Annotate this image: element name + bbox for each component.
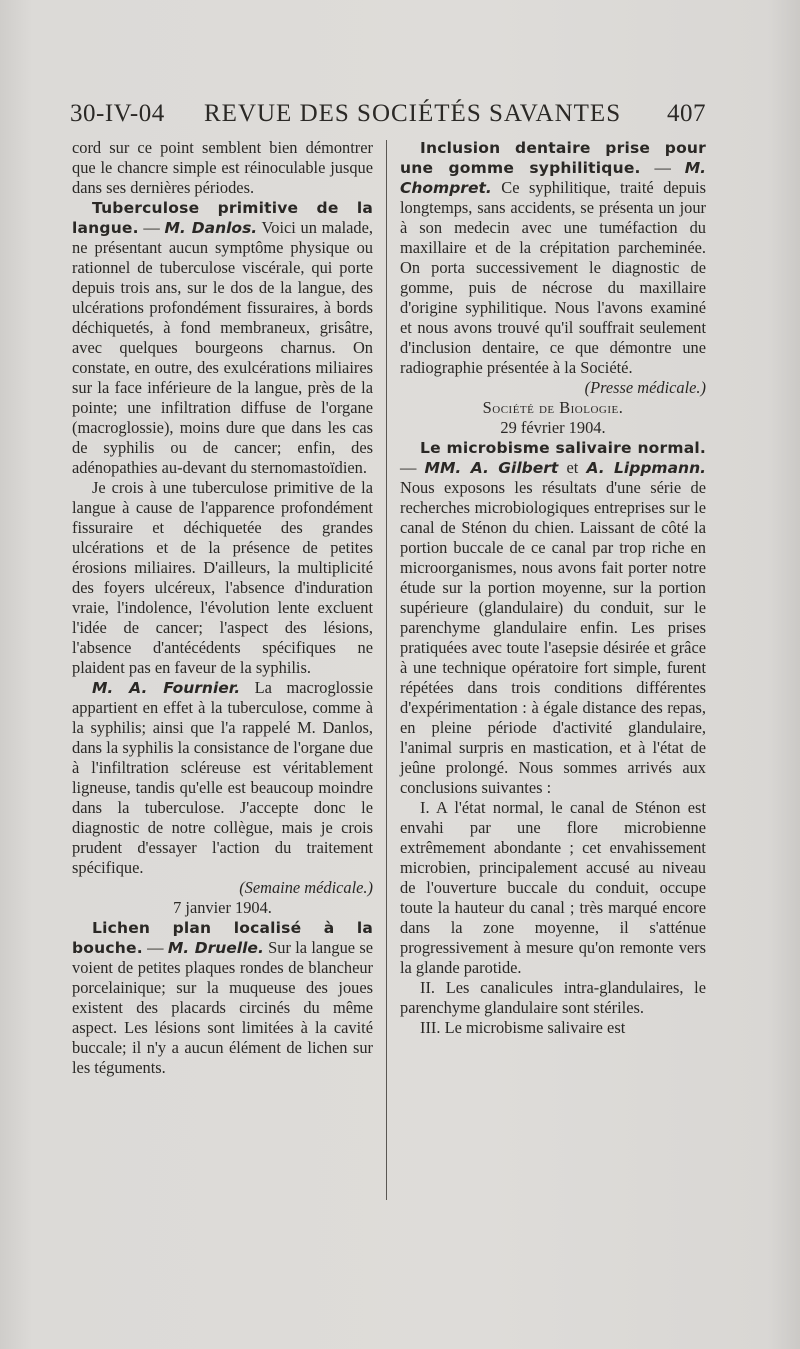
article-lichen: [72, 918, 373, 1078]
left-column: [72, 138, 373, 1078]
article-title: Inclusion dentaire prise pour une gomme syphilitique.: [400, 139, 706, 177]
page-number: 407: [667, 100, 706, 127]
article-inclusion: [400, 138, 706, 378]
article-text: Ce syphilitique, traité depuis longtemps, sans accidents, se présenta un jour à son medecin avec une tuméfaction du maxillaire et de la crépitation parcheminée. On porta successivement le diagnostic de gomme, puis de nécrose du maxillaire d'origine syphilitique. Nous l'avons examiné et nous avons trouvé qu'il souffrait seulement d'inclusion dentaire, ce que démontre une radiographie présentée à la Société.: [400, 178, 706, 377]
header-title: REVUE DES SOCIÉTÉS SAVANTES: [204, 100, 622, 127]
dash: —: [400, 458, 425, 477]
conclusion-3: III. Le microbisme salivaire est: [420, 1018, 626, 1037]
dash: —: [640, 158, 685, 177]
article-author: MM. A. Gilbert: [424, 459, 559, 477]
article-text: Voici un malade, ne présentant aucun symptôme physique ou rationnel de tuberculose viscérale, qui porte depuis trois ans, sur le dos de la langue, des ulcérations profondément fissuraires, à bords déchiquetés, à fond membraneux, grisâtre, avec quelques bourgeons charnus. On constate, en outre, des exulcérations miliaires sur la face inférieure de la langue, près de la pointe; une infiltration diffuse de l'organe (macroglossie), moins dure que dans les cas de syphilis ou de cancer; enfin, des adénopathies au-devant du sternomastoïdien.: [72, 218, 373, 477]
session-date: 29 février 1904.: [500, 418, 606, 437]
paragraph-fournier: [72, 678, 373, 878]
conclusion-1: I. A l'état normal, le canal de Sténon est envahi par une flore microbienne extrêmement abondante ; cet envahissement microbien, principalement accusé au niveau de l'ouverture buccale du conduit, occupe toute la hauteur du canal ; très marqué encore dans la zone moyenne, il s'atténue progressivement à mesure qu'on remonte vers la glande parotide.: [400, 798, 706, 977]
article-title: Le microbisme salivaire normal.: [420, 439, 706, 457]
article-author: M. A. Fournier.: [92, 679, 241, 697]
column-divider: [386, 140, 387, 1200]
article-author: A. Lippmann.: [586, 459, 706, 477]
running-header: [70, 100, 706, 134]
article-microbisme: [400, 438, 706, 798]
article-author: M. Danlos.: [164, 219, 258, 237]
paragraph-continuation: cord sur ce point semblent bien démontrer que le chancre simple est réinoculable jusque dans ses dernières périodes.: [72, 138, 373, 197]
article-text: Nous exposons les résultats d'une série de recherches microbiologiques entreprises sur le canal de Sténon du chien. Laissant de côté la portion buccale de ce canal par trop riche en microorganismes, nous avons fait porter notre étude sur la portion moyenne, sur la portion supérieure (glandulaire) du conduit, sur le parenchyme glandulaire enfin. Les prises pratiquées avec toute l'asepsie désirée et grâce à une technique opératoire fort simple, furent répétées dans trois conditions différentes d'expérimentation : à égale distance des repas, en pleine période d'activité glandulaire, l'animal surpris en mastication, et à l'état de jeûne prolongé. Nous sommes arrivés aux conclusions suivantes :: [400, 478, 706, 797]
paragraph-text: La macroglossie appartient en effet à la tuberculose, comme à la syphilis; ainsi que l'a rappelé M. Danlos, dans la syphilis la consistance de l'organe due à l'infiltration scléreuse est véritablement ligneuse, tandis qu'elle est beaucoup moindre dans la tuberculose. J'accepte donc le diagnostic de notre collègue, mais je crois prudent d'essayer l'action du traitement spécifique.: [72, 678, 374, 877]
article-title: Lichen plan localisé à la bouche.: [72, 919, 373, 957]
header-date: 30-IV-04: [70, 100, 165, 127]
source-citation: (Presse médicale.): [584, 378, 706, 397]
paragraph: Je crois à une tuberculose primitive de la langue à cause de l'apparence profondément fissuraire et déchiquetée des grandes ulcérations et de la présence de petites érosions miliaires. D'ailleurs, la multiplicité des foyers ulcéreux, l'absence d'induration vraie, l'indolence, l'évolution lente excluent l'idée de cancer; l'aspect des lésions, l'absence d'antécédents spécifiques ne plaident pas en faveur de la syphilis.: [72, 478, 373, 677]
article-text: Sur la langue se voient de petites plaques rondes de blancheur porcelainique; sur la muqueuse des joues existent des placards circinés du même aspect. Les lésions sont limitées à la cavité buccale; il n'y a aucun élément de lichen sur les téguments.: [72, 938, 374, 1077]
conjunction: et: [558, 458, 587, 477]
article-title: Tuberculose primitive de la langue.: [72, 199, 373, 237]
dash: —: [138, 218, 165, 237]
dash: —: [142, 938, 168, 957]
source-citation: (Semaine médicale.): [239, 878, 373, 897]
article-author: M. Druelle.: [167, 939, 264, 957]
right-column: [400, 138, 706, 1038]
conclusion-2: II. Les canalicules intra-glandulaires, le parenchyme glandulaire sont stériles.: [400, 978, 706, 1017]
society-heading: Société de Biologie.: [482, 398, 624, 417]
session-date: 7 janvier 1904.: [173, 898, 272, 917]
article-tuberculose: [72, 198, 373, 478]
article-author: M. Chompret.: [400, 159, 706, 197]
